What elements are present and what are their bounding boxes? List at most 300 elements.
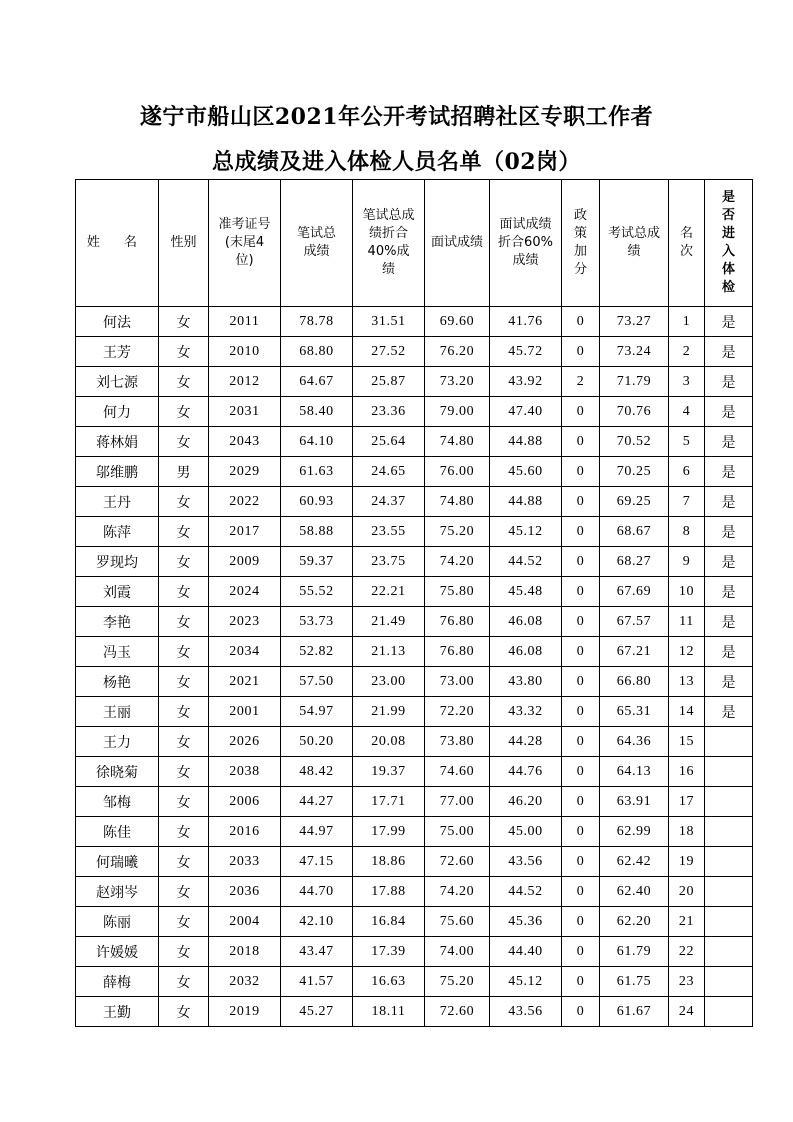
cell-policy: 0: [562, 337, 600, 367]
cell-policy: 2: [562, 367, 600, 397]
cell-interview60: 46.20: [490, 787, 562, 817]
cell-written: 68.80: [281, 337, 353, 367]
cell-exam: [705, 787, 753, 817]
cell-interview60: 44.52: [490, 877, 562, 907]
cell-policy: 0: [562, 517, 600, 547]
cell-ticket: 2022: [209, 487, 281, 517]
cell-interview: 77.00: [425, 787, 490, 817]
cell-written40: 17.88: [353, 877, 425, 907]
header-written40: 笔试总成绩折合40%成绩: [353, 180, 425, 307]
table-row: [76, 787, 753, 817]
cell-policy: 0: [562, 727, 600, 757]
cell-written: 58.88: [281, 517, 353, 547]
cell-gender: 女: [159, 937, 209, 967]
cell-total: 62.40: [600, 877, 669, 907]
cell-total: 73.24: [600, 337, 669, 367]
cell-written40: 17.99: [353, 817, 425, 847]
cell-written40: 31.51: [353, 307, 425, 337]
cell-name: 李艳: [76, 607, 159, 637]
header-rank: 名次: [669, 180, 705, 307]
cell-rank: 9: [669, 547, 705, 577]
cell-name: 王丹: [76, 487, 159, 517]
cell-ticket: 2011: [209, 307, 281, 337]
cell-written: 48.42: [281, 757, 353, 787]
table-row: [76, 427, 753, 457]
table-row: [76, 907, 753, 937]
cell-policy: 0: [562, 697, 600, 727]
cell-exam: [705, 877, 753, 907]
cell-interview: 69.60: [425, 307, 490, 337]
cell-interview: 74.80: [425, 427, 490, 457]
cell-exam: 是: [705, 487, 753, 517]
cell-interview60: 45.72: [490, 337, 562, 367]
cell-name: 薛梅: [76, 967, 159, 997]
cell-interview60: 41.76: [490, 307, 562, 337]
cell-name: 何法: [76, 307, 159, 337]
header-interview60: 面试成绩折合60%成绩: [490, 180, 562, 307]
cell-written: 53.73: [281, 607, 353, 637]
cell-written40: 20.08: [353, 727, 425, 757]
cell-written40: 22.21: [353, 577, 425, 607]
cell-exam: [705, 847, 753, 877]
cell-rank: 23: [669, 967, 705, 997]
cell-ticket: 2001: [209, 697, 281, 727]
cell-interview60: 44.52: [490, 547, 562, 577]
cell-exam: [705, 817, 753, 847]
cell-total: 70.52: [600, 427, 669, 457]
cell-name: 邹梅: [76, 787, 159, 817]
cell-policy: 0: [562, 967, 600, 997]
cell-written40: 24.37: [353, 487, 425, 517]
cell-written: 60.93: [281, 487, 353, 517]
cell-ticket: 2031: [209, 397, 281, 427]
cell-gender: 女: [159, 367, 209, 397]
cell-written40: 18.86: [353, 847, 425, 877]
cell-exam: 是: [705, 337, 753, 367]
cell-exam: [705, 757, 753, 787]
cell-written40: 25.87: [353, 367, 425, 397]
cell-interview: 72.60: [425, 847, 490, 877]
cell-interview: 75.00: [425, 817, 490, 847]
cell-rank: 14: [669, 697, 705, 727]
cell-exam: [705, 997, 753, 1027]
cell-policy: 0: [562, 607, 600, 637]
cell-total: 68.67: [600, 517, 669, 547]
cell-gender: 女: [159, 757, 209, 787]
cell-total: 61.75: [600, 967, 669, 997]
cell-rank: 2: [669, 337, 705, 367]
cell-gender: 女: [159, 487, 209, 517]
cell-written: 44.97: [281, 817, 353, 847]
table-row: [76, 727, 753, 757]
cell-ticket: 2017: [209, 517, 281, 547]
cell-gender: 女: [159, 577, 209, 607]
table-row: [76, 577, 753, 607]
cell-written40: 23.75: [353, 547, 425, 577]
cell-gender: 女: [159, 817, 209, 847]
table-row: [76, 967, 753, 997]
cell-gender: 女: [159, 607, 209, 637]
cell-ticket: 2009: [209, 547, 281, 577]
cell-policy: 0: [562, 307, 600, 337]
cell-exam: 是: [705, 667, 753, 697]
cell-name: 刘霞: [76, 577, 159, 607]
cell-gender: 女: [159, 427, 209, 457]
cell-interview60: 45.12: [490, 967, 562, 997]
cell-exam: [705, 907, 753, 937]
cell-policy: 0: [562, 457, 600, 487]
cell-gender: 女: [159, 877, 209, 907]
cell-ticket: 2024: [209, 577, 281, 607]
cell-ticket: 2010: [209, 337, 281, 367]
cell-rank: 1: [669, 307, 705, 337]
cell-total: 67.57: [600, 607, 669, 637]
cell-gender: 女: [159, 787, 209, 817]
cell-ticket: 2036: [209, 877, 281, 907]
cell-ticket: 2043: [209, 427, 281, 457]
cell-policy: 0: [562, 667, 600, 697]
cell-interview: 73.20: [425, 367, 490, 397]
table-row: [76, 997, 753, 1027]
cell-rank: 19: [669, 847, 705, 877]
cell-written: 45.27: [281, 997, 353, 1027]
cell-written40: 23.00: [353, 667, 425, 697]
table-body: [76, 307, 753, 1027]
table-row: [76, 877, 753, 907]
cell-interview60: 43.80: [490, 667, 562, 697]
cell-ticket: 2026: [209, 727, 281, 757]
cell-policy: 0: [562, 427, 600, 457]
cell-rank: 5: [669, 427, 705, 457]
cell-written40: 25.64: [353, 427, 425, 457]
cell-gender: 女: [159, 697, 209, 727]
cell-policy: 0: [562, 637, 600, 667]
cell-total: 67.69: [600, 577, 669, 607]
cell-written: 61.63: [281, 457, 353, 487]
cell-interview60: 43.56: [490, 847, 562, 877]
cell-interview60: 43.32: [490, 697, 562, 727]
cell-ticket: 2034: [209, 637, 281, 667]
cell-exam: 是: [705, 517, 753, 547]
cell-exam: 是: [705, 607, 753, 637]
table-row: [76, 637, 753, 667]
cell-ticket: 2023: [209, 607, 281, 637]
cell-written: 55.52: [281, 577, 353, 607]
cell-interview60: 45.48: [490, 577, 562, 607]
cell-written: 57.50: [281, 667, 353, 697]
table-row: [76, 307, 753, 337]
cell-ticket: 2019: [209, 997, 281, 1027]
cell-name: 杨艳: [76, 667, 159, 697]
header-name: 姓 名: [76, 180, 159, 307]
cell-interview60: 44.40: [490, 937, 562, 967]
cell-name: 刘七源: [76, 367, 159, 397]
table-header: [76, 180, 753, 307]
header-exam: 是否进入体检: [705, 180, 753, 307]
cell-policy: 0: [562, 487, 600, 517]
cell-policy: 0: [562, 877, 600, 907]
cell-policy: 0: [562, 907, 600, 937]
cell-policy: 0: [562, 757, 600, 787]
cell-name: 王芳: [76, 337, 159, 367]
cell-written40: 18.11: [353, 997, 425, 1027]
cell-written40: 16.84: [353, 907, 425, 937]
cell-ticket: 2016: [209, 817, 281, 847]
cell-rank: 11: [669, 607, 705, 637]
table-row: [76, 937, 753, 967]
cell-written: 47.15: [281, 847, 353, 877]
cell-written: 41.57: [281, 967, 353, 997]
cell-written: 42.10: [281, 907, 353, 937]
cell-interview: 74.00: [425, 937, 490, 967]
cell-gender: 女: [159, 847, 209, 877]
cell-total: 69.25: [600, 487, 669, 517]
cell-exam: [705, 727, 753, 757]
cell-interview60: 44.88: [490, 427, 562, 457]
table-row: [76, 817, 753, 847]
cell-total: 66.80: [600, 667, 669, 697]
cell-written40: 21.13: [353, 637, 425, 667]
page-subtitle: 总成绩及进入体检人员名单（02岗）: [211, 149, 582, 175]
cell-written40: 19.37: [353, 757, 425, 787]
cell-name: 邬维鹏: [76, 457, 159, 487]
cell-total: 73.27: [600, 307, 669, 337]
cell-interview: 75.20: [425, 517, 490, 547]
cell-interview: 74.60: [425, 757, 490, 787]
cell-rank: 8: [669, 517, 705, 547]
cell-rank: 3: [669, 367, 705, 397]
cell-name: 蒋林娟: [76, 427, 159, 457]
cell-name: 陈萍: [76, 517, 159, 547]
cell-written: 64.10: [281, 427, 353, 457]
cell-gender: 女: [159, 727, 209, 757]
cell-interview: 74.80: [425, 487, 490, 517]
cell-rank: 20: [669, 877, 705, 907]
cell-exam: 是: [705, 427, 753, 457]
cell-total: 62.42: [600, 847, 669, 877]
cell-rank: 6: [669, 457, 705, 487]
cell-name: 许媛媛: [76, 937, 159, 967]
cell-written40: 27.52: [353, 337, 425, 367]
header-gender: 性别: [159, 180, 209, 307]
cell-written40: 21.99: [353, 697, 425, 727]
cell-exam: [705, 937, 753, 967]
cell-name: 陈佳: [76, 817, 159, 847]
cell-name: 赵翊岑: [76, 877, 159, 907]
cell-rank: 15: [669, 727, 705, 757]
table-row: [76, 667, 753, 697]
cell-interview60: 43.92: [490, 367, 562, 397]
cell-written: 44.27: [281, 787, 353, 817]
cell-name: 陈丽: [76, 907, 159, 937]
cell-gender: 女: [159, 547, 209, 577]
cell-interview60: 46.08: [490, 607, 562, 637]
cell-total: 70.76: [600, 397, 669, 427]
cell-policy: 0: [562, 937, 600, 967]
cell-policy: 0: [562, 997, 600, 1027]
cell-gender: 女: [159, 967, 209, 997]
table-row: [76, 847, 753, 877]
cell-written: 44.70: [281, 877, 353, 907]
cell-gender: 女: [159, 397, 209, 427]
cell-interview: 75.80: [425, 577, 490, 607]
table-row: [76, 607, 753, 637]
cell-ticket: 2021: [209, 667, 281, 697]
cell-total: 61.67: [600, 997, 669, 1027]
cell-gender: 男: [159, 457, 209, 487]
cell-rank: 16: [669, 757, 705, 787]
cell-ticket: 2032: [209, 967, 281, 997]
table-row: [76, 517, 753, 547]
cell-exam: [705, 967, 753, 997]
cell-interview: 75.20: [425, 967, 490, 997]
header-ticket: 准考证号(末尾4位): [209, 180, 281, 307]
cell-rank: 22: [669, 937, 705, 967]
cell-gender: 女: [159, 337, 209, 367]
cell-name: 何瑞曦: [76, 847, 159, 877]
cell-interview60: 45.60: [490, 457, 562, 487]
cell-name: 何力: [76, 397, 159, 427]
cell-interview60: 43.56: [490, 997, 562, 1027]
cell-total: 67.21: [600, 637, 669, 667]
cell-exam: 是: [705, 457, 753, 487]
cell-rank: 7: [669, 487, 705, 517]
cell-interview: 73.80: [425, 727, 490, 757]
cell-exam: 是: [705, 577, 753, 607]
cell-interview60: 45.00: [490, 817, 562, 847]
cell-ticket: 2018: [209, 937, 281, 967]
cell-interview: 76.00: [425, 457, 490, 487]
cell-gender: 女: [159, 997, 209, 1027]
cell-written40: 23.36: [353, 397, 425, 427]
cell-rank: 21: [669, 907, 705, 937]
cell-policy: 0: [562, 577, 600, 607]
cell-interview: 74.20: [425, 547, 490, 577]
cell-total: 64.13: [600, 757, 669, 787]
cell-name: 王勤: [76, 997, 159, 1027]
table-row: [76, 547, 753, 577]
header-policy: 政策加分: [562, 180, 600, 307]
cell-exam: 是: [705, 697, 753, 727]
cell-total: 63.91: [600, 787, 669, 817]
cell-ticket: 2033: [209, 847, 281, 877]
cell-interview60: 45.36: [490, 907, 562, 937]
cell-gender: 女: [159, 907, 209, 937]
cell-interview: 74.20: [425, 877, 490, 907]
cell-total: 70.25: [600, 457, 669, 487]
cell-exam: 是: [705, 397, 753, 427]
cell-written: 50.20: [281, 727, 353, 757]
cell-policy: 0: [562, 397, 600, 427]
cell-total: 64.36: [600, 727, 669, 757]
cell-interview: 76.20: [425, 337, 490, 367]
cell-policy: 0: [562, 787, 600, 817]
cell-written: 58.40: [281, 397, 353, 427]
cell-written: 43.47: [281, 937, 353, 967]
cell-ticket: 2029: [209, 457, 281, 487]
cell-ticket: 2006: [209, 787, 281, 817]
header-total: 考试总成绩: [600, 180, 669, 307]
cell-ticket: 2038: [209, 757, 281, 787]
cell-ticket: 2004: [209, 907, 281, 937]
cell-written40: 17.39: [353, 937, 425, 967]
table-row: [76, 697, 753, 727]
cell-interview60: 46.08: [490, 637, 562, 667]
page-title: 遂宁市船山区2021年公开考试招聘社区专职工作者: [139, 104, 654, 130]
cell-interview: 73.00: [425, 667, 490, 697]
cell-written40: 23.55: [353, 517, 425, 547]
cell-written: 59.37: [281, 547, 353, 577]
cell-exam: 是: [705, 637, 753, 667]
table-row: [76, 367, 753, 397]
cell-exam: 是: [705, 367, 753, 397]
cell-policy: 0: [562, 817, 600, 847]
cell-name: 冯玉: [76, 637, 159, 667]
cell-policy: 0: [562, 547, 600, 577]
cell-rank: 18: [669, 817, 705, 847]
cell-exam: 是: [705, 547, 753, 577]
cell-interview60: 45.12: [490, 517, 562, 547]
cell-gender: 女: [159, 667, 209, 697]
cell-interview60: 47.40: [490, 397, 562, 427]
cell-total: 62.20: [600, 907, 669, 937]
cell-interview: 79.00: [425, 397, 490, 427]
cell-total: 65.31: [600, 697, 669, 727]
cell-interview60: 44.28: [490, 727, 562, 757]
cell-rank: 24: [669, 997, 705, 1027]
cell-ticket: 2012: [209, 367, 281, 397]
table-row: [76, 397, 753, 427]
cell-gender: 女: [159, 517, 209, 547]
table-row: [76, 487, 753, 517]
cell-interview60: 44.88: [490, 487, 562, 517]
cell-total: 61.79: [600, 937, 669, 967]
cell-name: 徐晓菊: [76, 757, 159, 787]
cell-written: 54.97: [281, 697, 353, 727]
table-row: [76, 757, 753, 787]
cell-written: 52.82: [281, 637, 353, 667]
header-written: 笔试总成绩: [281, 180, 353, 307]
cell-exam: 是: [705, 307, 753, 337]
header-interview: 面试成绩: [425, 180, 490, 307]
cell-written40: 17.71: [353, 787, 425, 817]
cell-total: 62.99: [600, 817, 669, 847]
cell-name: 王力: [76, 727, 159, 757]
cell-interview: 76.80: [425, 637, 490, 667]
cell-interview: 72.20: [425, 697, 490, 727]
cell-total: 71.79: [600, 367, 669, 397]
cell-name: 罗现均: [76, 547, 159, 577]
cell-rank: 13: [669, 667, 705, 697]
cell-written40: 21.49: [353, 607, 425, 637]
cell-rank: 10: [669, 577, 705, 607]
cell-written: 78.78: [281, 307, 353, 337]
cell-written40: 24.65: [353, 457, 425, 487]
table-row: [76, 337, 753, 367]
cell-written40: 16.63: [353, 967, 425, 997]
cell-rank: 17: [669, 787, 705, 817]
results-table: [75, 179, 753, 1027]
cell-interview60: 44.76: [490, 757, 562, 787]
cell-rank: 12: [669, 637, 705, 667]
cell-interview: 75.60: [425, 907, 490, 937]
cell-gender: 女: [159, 307, 209, 337]
table-row: [76, 457, 753, 487]
cell-written: 64.67: [281, 367, 353, 397]
cell-interview: 72.60: [425, 997, 490, 1027]
cell-policy: 0: [562, 847, 600, 877]
cell-total: 68.27: [600, 547, 669, 577]
